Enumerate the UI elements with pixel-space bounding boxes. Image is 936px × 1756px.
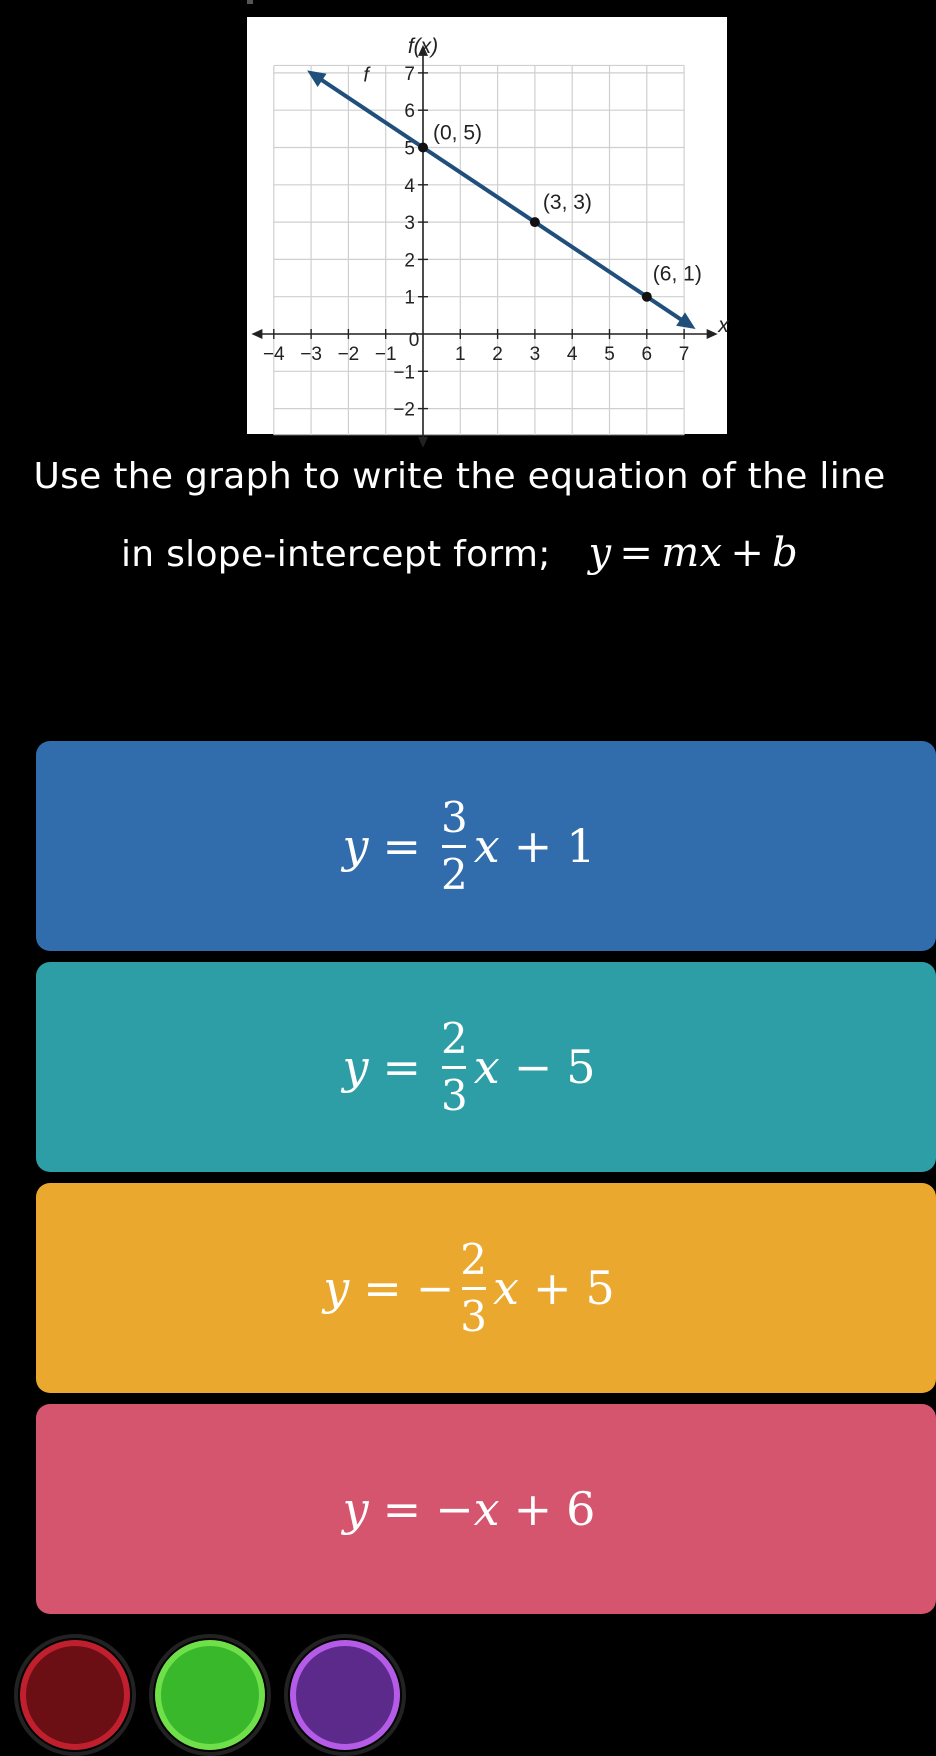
y-tick-label: 6 — [404, 101, 415, 123]
x-tick-label: −1 — [374, 344, 397, 365]
line-graph — [247, 17, 727, 434]
data-point — [642, 292, 652, 302]
function-line — [311, 73, 691, 327]
x-axis-arrow-left — [251, 329, 262, 339]
answer-option-3[interactable] — [36, 1183, 936, 1393]
x-axis-label: x — [718, 314, 729, 337]
question-text-line-1: Use the graph to write the equation of the line — [33, 456, 886, 497]
purple-avatar[interactable] — [290, 1640, 400, 1750]
data-point-label: (0, 5) — [433, 121, 483, 145]
answer-equation: y = $\frac{2}{3}$ x − 5 — [342, 1013, 596, 1120]
red-avatar[interactable] — [20, 1640, 130, 1750]
x-tick-label: −3 — [300, 344, 322, 365]
data-point — [530, 217, 540, 227]
y-tick-label: 2 — [404, 250, 415, 272]
y-tick-label: 1 — [404, 287, 415, 309]
x-tick-label: 3 — [529, 344, 541, 365]
line-arrow-right — [676, 312, 695, 329]
answer-option-4[interactable] — [36, 1404, 936, 1614]
y-tick-label: 3 — [404, 213, 415, 235]
x-tick-label: 2 — [492, 344, 503, 365]
x-tick-label: 6 — [641, 344, 653, 365]
green-avatar[interactable] — [155, 1640, 265, 1750]
fraction: $\frac{2}{3}$ — [441, 1013, 468, 1120]
x-tick-label: −2 — [337, 344, 360, 365]
y-axis-label: f(x) — [407, 35, 439, 58]
answer-equation: y = − x + 6 — [342, 1482, 596, 1536]
line-label: f — [363, 64, 369, 87]
y-tick-label: 7 — [404, 63, 415, 85]
question-text-prefix: in slope-intercept form; — [120, 534, 551, 575]
y-tick-label: −2 — [393, 399, 415, 421]
answer-option-1[interactable] — [36, 741, 936, 951]
x-tick-label: −4 — [262, 344, 285, 365]
fraction: $\frac{3}{2}$ — [441, 792, 468, 899]
data-point — [418, 143, 428, 153]
x-tick-label: 5 — [604, 344, 615, 365]
y-tick-label: 5 — [404, 138, 415, 160]
graph-image — [247, 17, 727, 434]
data-point-label: (3, 3) — [542, 191, 592, 215]
x-tick-label: 0 — [408, 330, 420, 351]
top-edge-marker — [247, 0, 253, 4]
data-point-label: (6, 1) — [652, 262, 702, 286]
answer-equation: y = − $\frac{2}{3}$ x + 5 — [323, 1234, 615, 1341]
y-tick-label: 4 — [404, 175, 415, 197]
fraction: $\frac{2}{3}$ — [460, 1234, 488, 1341]
x-axis-arrow-right — [707, 329, 718, 339]
answer-option-2[interactable] — [36, 962, 936, 1172]
answer-equation: y = $\frac{3}{2}$ x + 1 — [342, 792, 596, 899]
x-tick-label: 7 — [678, 344, 690, 365]
y-axis-arrow-down — [418, 437, 428, 448]
x-tick-label: 1 — [455, 344, 466, 365]
x-tick-label: 4 — [566, 344, 578, 365]
question-text-line-2 — [0, 530, 919, 576]
y-tick-label: −1 — [393, 362, 415, 384]
slope-intercept-formula: y = mx + b — [588, 530, 799, 576]
